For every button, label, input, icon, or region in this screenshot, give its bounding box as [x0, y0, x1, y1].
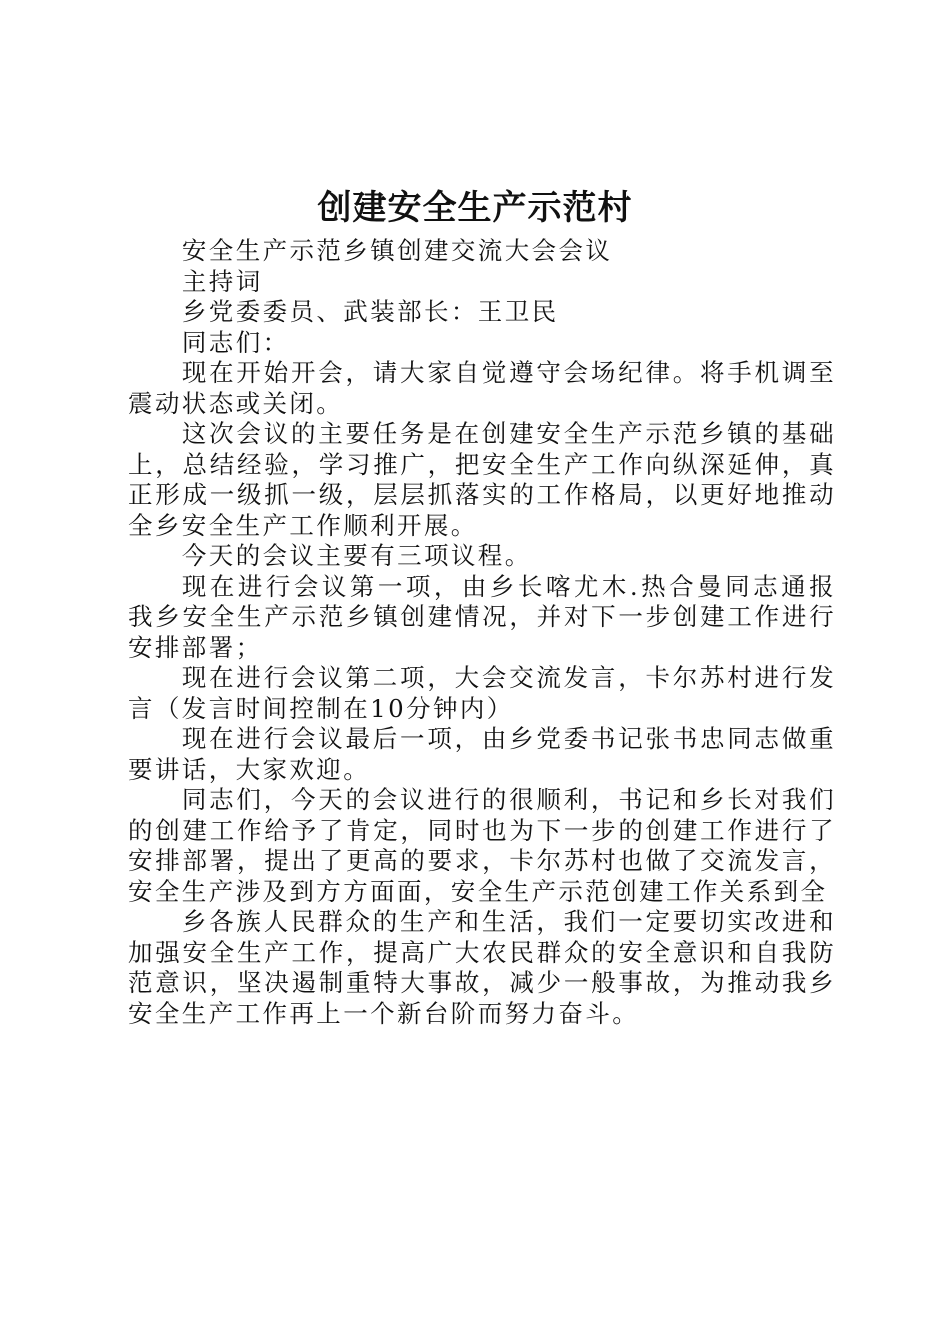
- paragraph-main-task: 这次会议的主要任务是在创建安全生产示范乡镇的基础上，总结经验，学习推广，把安全生产工作向纵深延伸，真正形成一级抓一级，层层抓落实的工作格局，以更好地推动全乡安全生产工作顺利开展。: [128, 419, 836, 540]
- document-body: [128, 236, 836, 1029]
- paragraph-summary: 同志们，今天的会议进行的很顺利，书记和乡长对我们的创建工作给予了肯定，同时也为下一步的创建工作进行了安排部署，提出了更高的要求，卡尔苏村也做了交流发言，安全生产涉及到方方面面，安全生产示范创建工作关系到全: [128, 785, 836, 906]
- paragraph-host-words: 主持词: [181, 266, 263, 296]
- paragraph-greeting: 同志们：: [181, 327, 290, 357]
- document-title: 创建安全生产示范村: [317, 188, 633, 228]
- paragraph-meeting-name: 安全生产示范乡镇创建交流大会会议: [181, 236, 613, 265]
- paragraph-item-two: 现在进行会议第二项，大会交流发言，卡尔苏村进行发言（发言时间控制在10分钟内）: [128, 663, 836, 723]
- paragraph-closing: 乡各族人民群众的生产和生活，我们一定要切实改进和加强安全生产工作，提高广大农民群众的安全意识和自我防范意识，坚决遏制重特大事故，减少一般事故，为推动我乡安全生产工作再上一个新台阶而努力奋斗。: [128, 907, 836, 1028]
- paragraph-agenda: 今天的会议主要有三项议程。: [181, 541, 532, 570]
- paragraph-opening: 现在开始开会，请大家自觉遵守会场纪律。将手机调至震动状态或关闭。: [128, 358, 836, 418]
- paragraph-item-last: 现在进行会议最后一项，由乡党委书记张书忠同志做重要讲话，大家欢迎。: [128, 724, 836, 784]
- paragraph-item-one: 现在进行会议第一项，由乡长喀尤木.热合曼同志通报我乡安全生产示范乡镇创建情况，并对下一步创建工作进行安排部署；: [128, 571, 836, 662]
- paragraph-speaker: 乡党委委员、武装部长：王卫民: [181, 297, 559, 326]
